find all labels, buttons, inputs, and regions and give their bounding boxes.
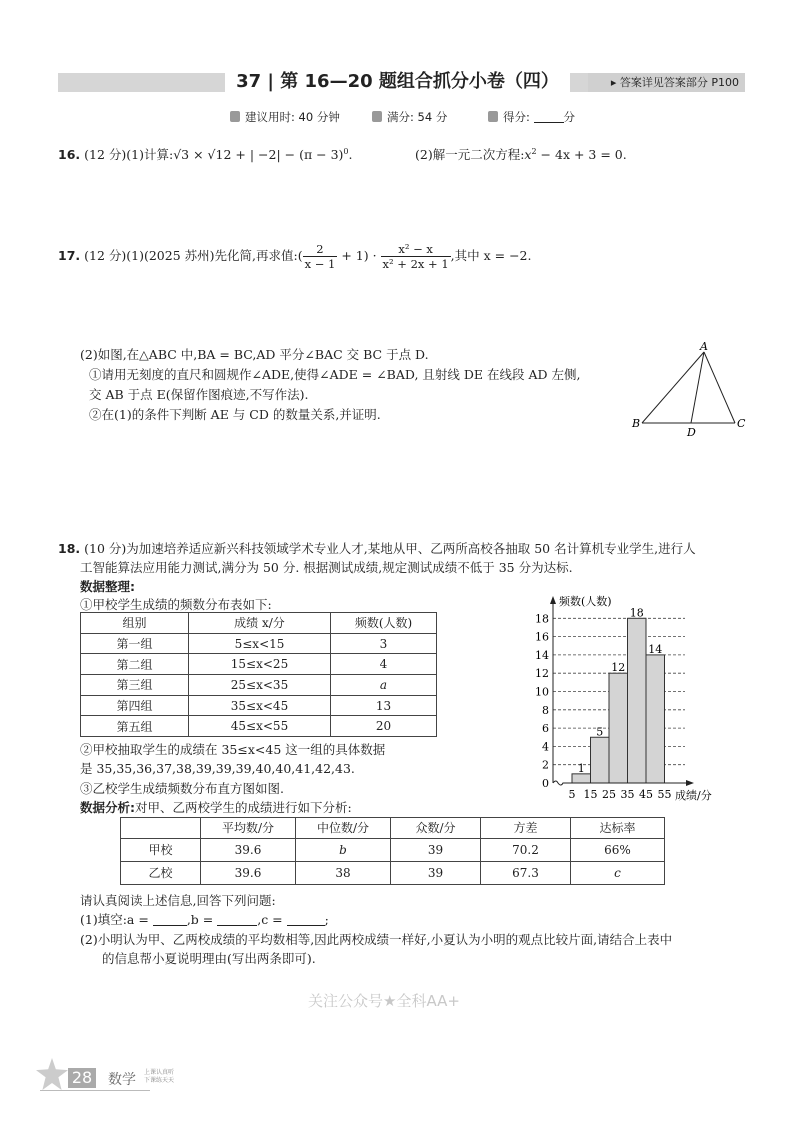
y-tick-label: 4 xyxy=(542,740,549,754)
y-tick-label: 8 xyxy=(542,703,549,717)
side-ab xyxy=(642,352,704,423)
q18-item3: ③乙校学生成绩频数分布直方图如图. xyxy=(80,781,284,796)
answer-reference: ▸ 答案详见答案部分 P100 xyxy=(588,73,745,92)
x-tick-label: 45 xyxy=(639,788,653,801)
q18-answer1: (1)填空:a = ,b = ,c = ; xyxy=(80,912,329,927)
histogram-bar xyxy=(628,618,647,783)
bar-data-label: 5 xyxy=(596,725,604,739)
y-tick-label: 6 xyxy=(542,722,549,736)
score-blank xyxy=(534,111,564,123)
label-b: B xyxy=(632,417,641,430)
mascot-star-logo xyxy=(36,1058,68,1090)
q17-part2-line4: ②在(1)的条件下判断 AE 与 CD 的数量关系,并证明. xyxy=(89,407,381,422)
hourglass-icon xyxy=(488,111,498,122)
histogram-bar xyxy=(609,673,628,783)
question-17: 17. (12 分)(1)(2025 苏州)先化简,再求值:( $\frac{2}{x - 1}$ + 1) · $\frac{\text{x² − x}}{\text{x² + 2x + 1}}$ ,其中 x = −2. xyxy=(58,242,532,271)
x-tick-label: 25 xyxy=(602,788,616,801)
y-tick-label: 12 xyxy=(535,667,549,681)
q18-answer2-line2: 的信息帮小夏说明理由(写出两条即可). xyxy=(102,951,316,966)
footer-subject: 数学 xyxy=(108,1072,136,1088)
q18-item2b: 是 35,35,36,37,38,39,39,39,40,40,41,42,43. xyxy=(80,761,355,776)
table-row: 第一组 5≤x<15 3 xyxy=(81,633,437,654)
clock-icon xyxy=(230,111,240,122)
full-score: 满分: 54 分 xyxy=(372,109,447,125)
q18-answer2-line1: (2)小明认为甲、乙两校成绩的平均数相等,因此两校成绩一样好,小夏认为小明的观点比较片面,请结合上表中 xyxy=(80,932,673,947)
q17-part2-line3: 交 AB 于点 E(保留作图痕迹,不写作法). xyxy=(89,387,309,402)
q18-instruction: 请认真阅读上述信息,回答下列问题: xyxy=(80,893,276,908)
y-tick-label: 14 xyxy=(535,648,549,662)
histogram-bar xyxy=(591,737,610,783)
analysis-table: 平均数/分 中位数/分 众数/分 方差 达标率 甲校 39.6 b 39 70.2 66% 乙校 39.6 38 39 67.3 c xyxy=(120,817,665,885)
q17-part2-line2: ①请用无刻度的直尺和圆规作∠ADE,使得∠ADE = ∠BAD, 且射线 DE 在线段 AD 左侧, xyxy=(89,367,581,382)
section-data-organize: 数据整理: xyxy=(80,579,135,594)
side-ac xyxy=(704,352,735,423)
question-16: 16. (12 分)(1)计算:√3 × √12 + | $-2| - (\pi - 3)^0$. xyxy=(58,146,353,162)
y-axis-arrow-icon xyxy=(550,596,556,604)
watermark: 关注公众号★全科AA+ xyxy=(308,992,460,1010)
blank-a xyxy=(153,914,187,926)
table-row: 第四组 35≤x<45 13 xyxy=(81,695,437,716)
histogram-bar xyxy=(646,655,665,783)
segment-ad xyxy=(691,352,704,423)
y-tick-label: 0 xyxy=(542,777,549,790)
x-axis-label: 成绩/分 xyxy=(675,789,712,802)
y-tick-label: 18 xyxy=(535,612,549,626)
x-tick-label: 15 xyxy=(583,788,598,801)
blank-b xyxy=(217,914,257,926)
q18-item1: ①甲校学生成绩的频数分布表如下: xyxy=(80,597,272,612)
y-axis-label: 频数(人数) xyxy=(559,595,612,608)
section-data-analysis: 数据分析:对甲、乙两校学生的成绩进行如下分析: xyxy=(80,800,352,815)
histogram-yi xyxy=(520,590,720,810)
q17-part2-line1: (2)如图,在△ABC 中,BA = BC,AD 平分∠BAC 交 BC 于点 D. xyxy=(80,347,429,362)
y-tick-label: 2 xyxy=(542,758,549,772)
bar-data-label: 12 xyxy=(611,661,626,675)
table-row: 甲校 39.6 b 39 70.2 66% xyxy=(121,838,665,861)
x-tick-label: 5 xyxy=(568,788,576,801)
x-axis-arrow-icon xyxy=(686,780,694,786)
label-d: D xyxy=(687,426,696,439)
bar-data-label: 14 xyxy=(648,642,663,656)
frequency-table-jia: 组别 成绩 x/分 频数(人数) 第一组 5≤x<15 3 第二组 15≤x<25 4 第三组 25≤x<35 a 第四组 35≤x<45 13 第五组 45≤x<55 20 xyxy=(80,612,437,737)
score-field: 得分: 分 xyxy=(488,109,575,125)
blank-c xyxy=(287,914,325,926)
score-icon xyxy=(372,111,382,122)
table-row: 乙校 39.6 38 39 67.3 c xyxy=(121,861,665,884)
question-16-part2: (2)解一元二次方程$:x^2 - 4x + 3 = 0$. xyxy=(415,146,627,162)
table-row: 第五组 45≤x<55 20 xyxy=(81,716,437,737)
page-number: 28 xyxy=(68,1068,96,1088)
bar-data-label: 1 xyxy=(577,761,585,775)
question-18: 18. (10 分)为加速培养适应新兴科技领域学术专业人才,某地从甲、乙两所高校各抽取 50 名计算机专业学生,进行人 xyxy=(58,541,696,556)
x-tick-label: 35 xyxy=(620,788,635,801)
label-c: C xyxy=(737,417,746,430)
fraction-1: $\frac{2}{x - 1}$ xyxy=(304,242,336,271)
footer-rule xyxy=(40,1090,150,1091)
fraction-2: $\frac{\text{x² − x}}{\text{x² + 2x + 1}}$ xyxy=(382,242,449,271)
y-tick-label: 16 xyxy=(535,630,549,644)
suggested-time: 建议用时: 40 分钟 xyxy=(230,109,340,125)
histogram-bar xyxy=(572,774,591,783)
bar-data-label: 18 xyxy=(629,606,644,620)
label-a: A xyxy=(700,340,708,353)
page-title: 37 | 第 16—20 题组合抓分小卷（四） xyxy=(225,68,570,96)
q18-line2: 工智能算法应用能力测试,满分为 50 分. 根据测试成绩,规定测试成绩不低于 35 分为达标. xyxy=(80,560,573,575)
q18-item2a: ②甲校抽取学生的成绩在 35≤x<45 这一组的具体数据 xyxy=(80,742,386,757)
x-tick-label: 55 xyxy=(657,788,672,801)
y-tick-label: 10 xyxy=(535,685,549,699)
triangle-figure xyxy=(630,340,750,440)
table-row: 第三组 25≤x<35 a xyxy=(81,675,437,696)
table-row: 第二组 15≤x<25 4 xyxy=(81,654,437,675)
footer-slogan: 上课认真听 下课练天天 xyxy=(144,1069,175,1084)
